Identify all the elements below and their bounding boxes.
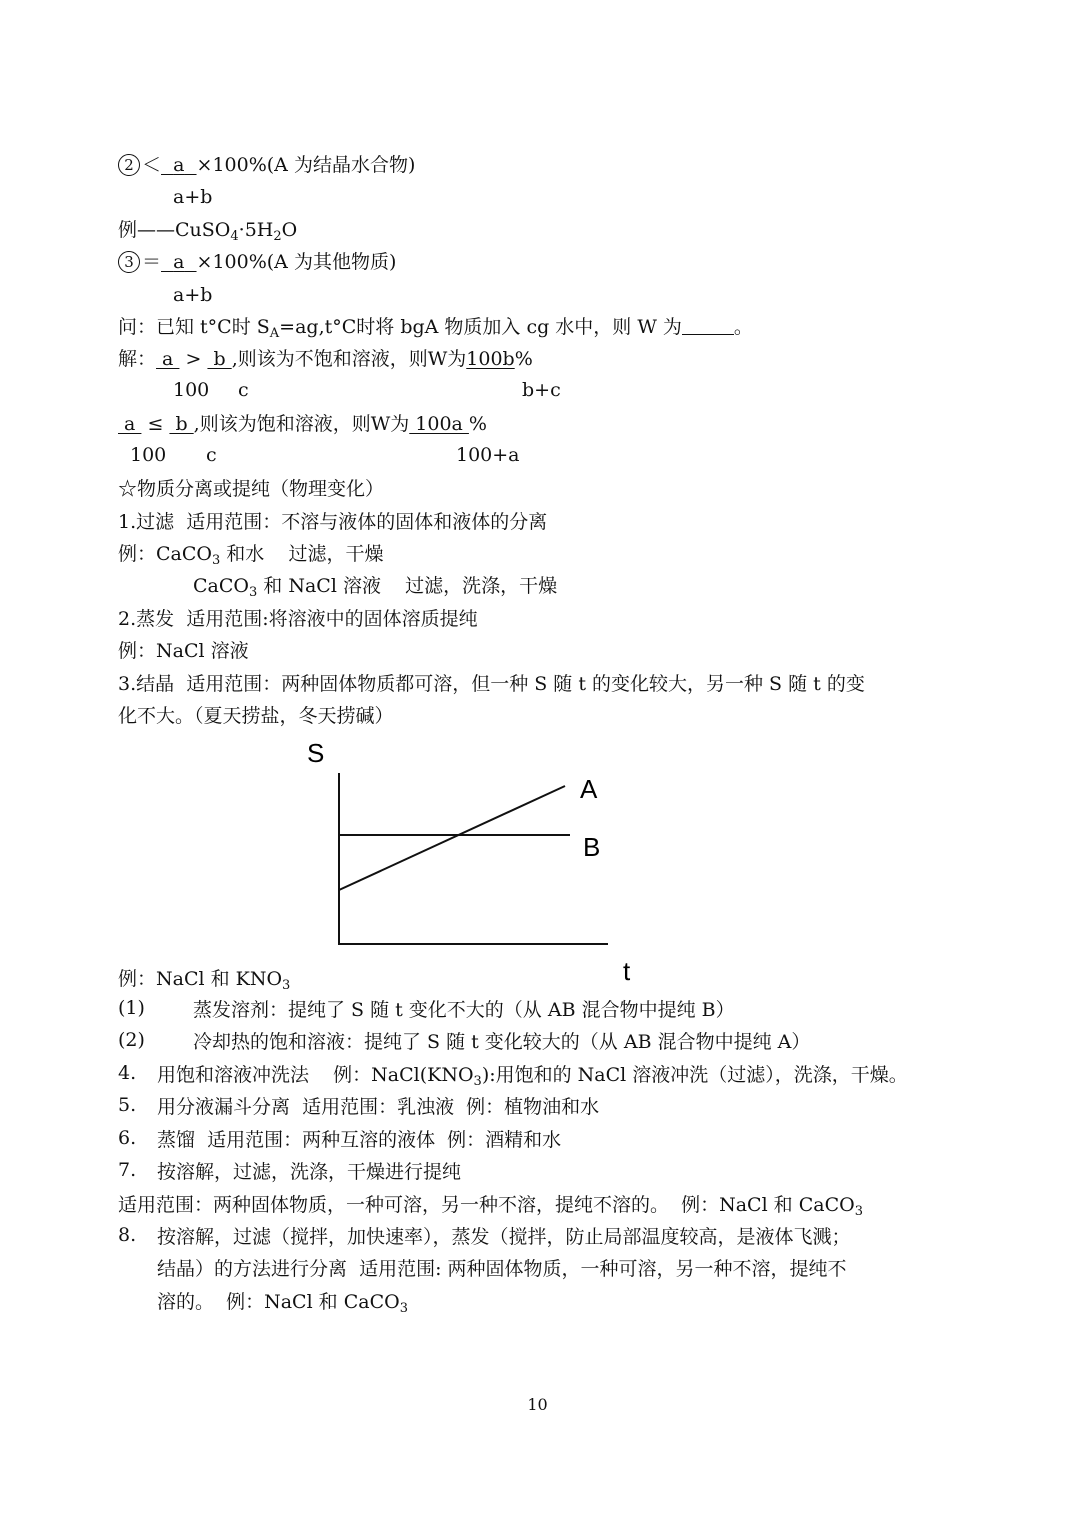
item-4-text: 用饱和溶液冲洗法 例：$NaCl(KNO_3)$:用饱和的 NaCl 溶液冲洗（过滤），洗涤，干燥。 <box>157 1064 908 1089</box>
sub-1-text: 蒸发溶剂：提纯了 S 随 t 变化不大的（从 AB 混合物中提纯 B） <box>193 999 735 1021</box>
answer-2-den-c: c <box>206 444 217 466</box>
item-5-number: 5. <box>118 1094 137 1116</box>
answer-2-den-100: 100 <box>130 444 167 466</box>
x-axis-label: t <box>623 956 631 985</box>
item-6-text: 蒸馏 适用范围：两种互溶的液体 例：酒精和水 <box>157 1129 562 1151</box>
item-7-number: 7. <box>118 1159 137 1181</box>
item-3-title: 3.结晶 适用范围：两种固体物质都可溶，但一种 S 随 t 的变化较大，另一种 S 随 t 的变 <box>118 673 865 695</box>
formula-text: ×100%(A 为其他物质) <box>196 251 397 273</box>
answer-2-line: a ≤ b ,则该为饱和溶液，则W为 100a % <box>118 413 487 435</box>
item-7-text: 按溶解，过滤，洗涤，干燥进行提纯 <box>157 1161 462 1183</box>
answer-1-den-bc: b+c <box>522 379 561 401</box>
formula-text: ×100%(A 为结晶水合物) <box>196 154 416 176</box>
item-8-number: 8. <box>118 1224 137 1246</box>
series-a-label: A <box>580 774 598 804</box>
formula-numerator: a <box>173 251 185 273</box>
item-4-number: 4. <box>118 1062 137 1084</box>
circled-number-2: 2 <box>118 154 140 176</box>
item-3-example: 例：NaCl 和 $KNO_3$ <box>118 968 291 993</box>
item-8-text-line-2: 结晶）的方法进行分离 适用范围: 两种固体物质，一种可溶，另一种不溶，提纯不 <box>157 1258 847 1280</box>
item-8-text-line-1: 按溶解，过滤（搅拌，加快速率），蒸发（搅拌，防止局部温度较高，是液体飞溅； <box>157 1226 851 1248</box>
question-line: 问：已知 t°C时 $S_A=ag,t^\circ C$时将 bgA 物质加入 cg 水中，则 W 为 。 <box>118 316 753 341</box>
formula-relation: ＝ <box>142 251 162 273</box>
answer-blank <box>682 316 734 335</box>
formula-2-line <box>118 152 415 178</box>
item-3-title-cont: 化不大。（夏天捞盐，冬天捞碱） <box>118 705 394 727</box>
formula-2-denominator: a+b <box>173 186 213 208</box>
circled-number-3: 3 <box>118 251 140 273</box>
item-6-number: 6. <box>118 1127 137 1149</box>
answer-1-den-100: 100 <box>173 379 210 401</box>
y-axis-label: S <box>307 738 325 768</box>
item-1-example-b: CaCO$_3$ 和 NaCl 溶液 过滤，洗涤，干燥 <box>193 575 558 600</box>
solubility-chart <box>295 735 675 985</box>
sub-1-number: (1) <box>118 997 145 1019</box>
formula-relation: ＜ <box>142 154 162 176</box>
series-b-label: B <box>583 832 601 862</box>
sub-2-number: (2) <box>118 1029 145 1051</box>
formula-3-line <box>118 249 396 275</box>
item-7-scope: 适用范围：两种固体物质，一种可溶，另一种不溶，提纯不溶的。 例：NaCl 和 CaCO$_3$ <box>118 1194 863 1219</box>
item-1-example-a: 例：CaCO$_3$ 和水 过滤，干燥 <box>118 543 384 568</box>
sub-2-text: 冷却热的饱和溶液：提纯了 S 随 t 变化较大的（从 AB 混合物中提纯 A） <box>193 1031 811 1053</box>
item-2-title: 2.蒸发 适用范围:将溶液中的固体溶质提纯 <box>118 608 478 630</box>
item-2-example: 例：NaCl 溶液 <box>118 640 249 662</box>
page-number: 10 <box>527 1395 548 1414</box>
formula-numerator: a <box>173 154 185 176</box>
formula-3-denominator: a+b <box>173 284 213 306</box>
item-8-text-line-3: 溶的。 例：NaCl 和 CaCO$_3$ <box>157 1291 408 1316</box>
answer-1-den-c: c <box>238 379 249 401</box>
series-a-line <box>339 786 565 890</box>
example-cuso4: 例$——CuSO_4\cdot 5H_2O$ <box>118 219 298 244</box>
section-heading: ☆物质分离或提纯（物理变化） <box>118 478 385 500</box>
answer-2-den-100a: 100+a <box>456 444 520 466</box>
answer-1-line: 解： a > b ,则该为不饱和溶液，则W为100b% <box>118 348 533 370</box>
item-5-text: 用分液漏斗分离 适用范围：乳浊液 例：植物油和水 <box>157 1096 600 1118</box>
item-1-title: 1.过滤 适用范围：不溶与液体的固体和液体的分离 <box>118 511 548 533</box>
